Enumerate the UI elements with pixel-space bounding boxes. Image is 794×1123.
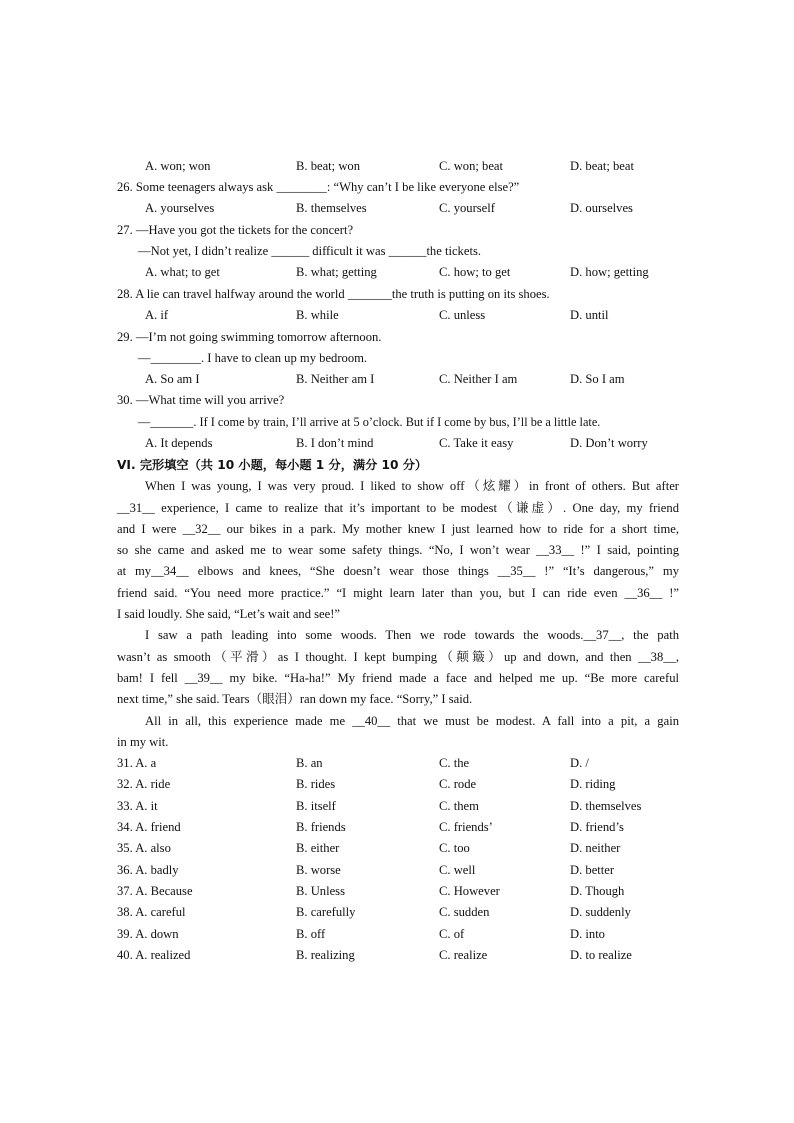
option: B. Unless: [296, 884, 345, 898]
q30-stem: 30. —What time will you arrive?: [117, 393, 285, 407]
passage-line: wasn’t as smooth（平滑）as I thought. I kept bumping（颠簸）up and down, and then __38__,: [117, 650, 679, 664]
option: D. Don’t worry: [570, 436, 648, 450]
option: C. sudden: [439, 905, 490, 919]
option: C. realize: [439, 948, 488, 962]
option: D. neither: [570, 841, 621, 855]
option: D. Though: [570, 884, 625, 898]
option: C. won; beat: [439, 159, 504, 173]
cloze-option-row: [117, 753, 679, 774]
option: D. riding: [570, 777, 616, 791]
option: B. friends: [296, 820, 346, 834]
passage-line: in my wit.: [117, 735, 169, 749]
option: B. what; getting: [296, 265, 377, 279]
passage-line: friend said. “You need more practice.” “I might learn later than you, but I can ride even __36__ !”: [117, 586, 679, 600]
passage-line: so she came and asked me to wear some safety things. “No, I won’t wear __33__ !” I said, pointing: [117, 543, 679, 557]
option: B. off: [296, 927, 326, 941]
passage-line: and I were __32__ our bikes in a park. My mother knew I just learned how to ride for a short time,: [117, 522, 679, 536]
cloze-option-row: [117, 902, 679, 923]
option: 39. A. down: [117, 927, 179, 941]
option: B. I don’t mind: [296, 436, 374, 450]
option: D. beat; beat: [570, 159, 634, 173]
cloze-option-row: [117, 796, 679, 817]
option: B. Neither am I: [296, 372, 375, 386]
option: D. themselves: [570, 799, 642, 813]
option: A. It depends: [145, 436, 213, 450]
section-heading: VI. 完形填空（共 10 小题，每小题 1 分，满分 10 分）: [117, 458, 428, 472]
passage-line: I said loudly. She said, “Let’s wait and see!”: [117, 607, 341, 621]
option: B. worse: [296, 863, 341, 877]
option: C. yourself: [439, 201, 495, 215]
q29-stem: 29. —I’m not going swimming tomorrow afternoon.: [117, 330, 382, 344]
cloze-option-row: [117, 881, 679, 902]
option: B. itself: [296, 799, 336, 813]
q29-options: [117, 369, 679, 390]
passage-line: bam! I fell __39__ my bike. “Ha-ha!” My friend made a face and helped me up. “Be more careful: [117, 671, 679, 685]
q30-line2: —_______. If I come by train, I’ll arrive at 5 o’clock. But if I come by bus, I’ll be a little late.: [138, 415, 601, 429]
option: C. rode: [439, 777, 477, 791]
passage-line: When I was young, I was very proud. I liked to show off（炫耀）in front of others. But after: [145, 479, 679, 493]
option: D. until: [570, 308, 609, 322]
cloze-option-row: [117, 774, 679, 795]
option: 36. A. badly: [117, 863, 179, 877]
q26-options: [117, 198, 679, 219]
option: D. into: [570, 927, 605, 941]
option: D. friend’s: [570, 820, 624, 834]
option: D. /: [570, 756, 589, 770]
option: B. while: [296, 308, 339, 322]
option: D. suddenly: [570, 905, 631, 919]
option: C. of: [439, 927, 465, 941]
passage-line: I saw a path leading into some woods. Then we rode towards the woods.__37__, the path: [145, 628, 679, 642]
option: B. carefully: [296, 905, 356, 919]
option: D. So I am: [570, 372, 625, 386]
option: B. beat; won: [296, 159, 361, 173]
cloze-option-row: [117, 860, 679, 881]
option: C. Neither I am: [439, 372, 518, 386]
passage-line: at my__34__ elbows and knees, “She doesn’t wear those things __35__ !” “It’s dangerous,” my: [117, 564, 679, 578]
option: B. themselves: [296, 201, 367, 215]
option: 35. A. also: [117, 841, 171, 855]
option: B. realizing: [296, 948, 355, 962]
q27-line2: —Not yet, I didn’t realize ______ difficult it was ______the tickets.: [138, 244, 481, 258]
q30-options: [117, 433, 679, 454]
q27-options: [117, 262, 679, 283]
option: 37. A. Because: [117, 884, 193, 898]
option: A. So am I: [145, 372, 200, 386]
option: D. to realize: [570, 948, 632, 962]
option: B. an: [296, 756, 323, 770]
option: A. won; won: [145, 159, 211, 173]
option: 40. A. realized: [117, 948, 191, 962]
q26-stem: 26. Some teenagers always ask ________: “Why can’t I be like everyone else?”: [117, 180, 520, 194]
option: 32. A. ride: [117, 777, 171, 791]
option: C. how; to get: [439, 265, 511, 279]
option: 34. A. friend: [117, 820, 181, 834]
q28-options: [117, 305, 679, 326]
passage-line: next time,” she said. Tears（眼泪）ran down my face. “Sorry,” I said.: [117, 692, 473, 706]
option: C. well: [439, 863, 476, 877]
option: A. if: [145, 308, 169, 322]
option: 31. A. a: [117, 756, 157, 770]
passage-line: __31__ experience, I came to realize that it’s important to be modest（谦虚）. One day, my friend: [117, 501, 679, 515]
option: C. too: [439, 841, 470, 855]
option: C. unless: [439, 308, 486, 322]
option: C. the: [439, 756, 470, 770]
q29-line2: —________. I have to clean up my bedroom.: [138, 351, 368, 365]
option: B. either: [296, 841, 340, 855]
q28-stem: 28. A lie can travel halfway around the world _______the truth is putting on its shoes.: [117, 287, 550, 301]
option: 33. A. it: [117, 799, 158, 813]
cloze-option-row: [117, 924, 679, 945]
q27-stem: 27. —Have you got the tickets for the concert?: [117, 223, 354, 237]
option: A. what; to get: [145, 265, 220, 279]
option: B. rides: [296, 777, 336, 791]
option: C. However: [439, 884, 500, 898]
option: D. ourselves: [570, 201, 633, 215]
option: C. them: [439, 799, 479, 813]
cloze-option-row: [117, 838, 679, 859]
option: 38. A. careful: [117, 905, 186, 919]
option: D. better: [570, 863, 615, 877]
option: D. how; getting: [570, 265, 649, 279]
passage-line: All in all, this experience made me __40__ that we must be modest. A fall into a pit, a gain: [145, 714, 679, 728]
cloze-option-row: [117, 817, 679, 838]
option: A. yourselves: [145, 201, 215, 215]
option: C. Take it easy: [439, 436, 514, 450]
cloze-option-row: [117, 945, 679, 966]
option: C. friends’: [439, 820, 493, 834]
q25-options: [117, 156, 679, 177]
